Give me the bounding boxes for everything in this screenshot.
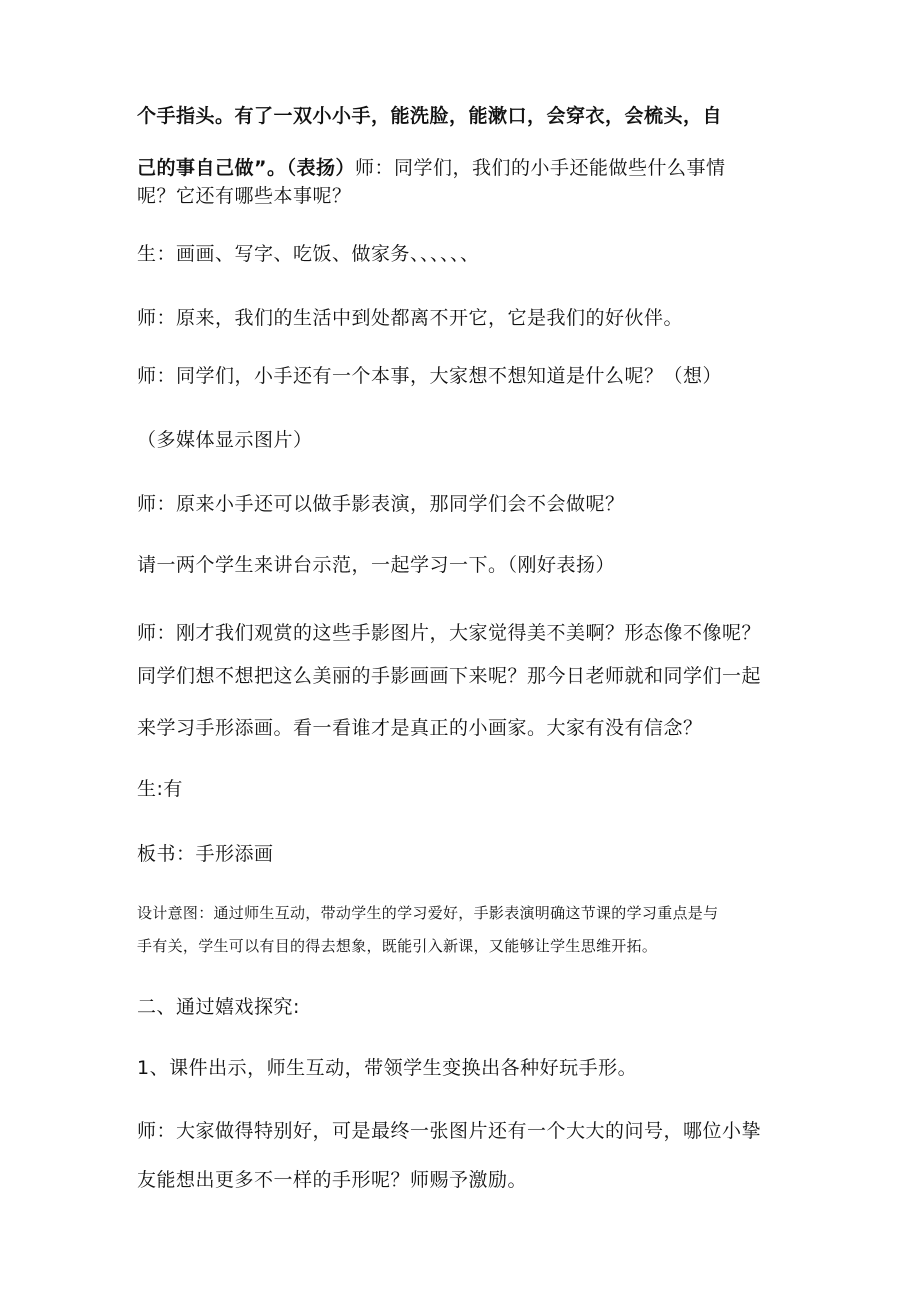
- text-segment: 手有关，学生可以有目的得去想象，既能引入新课，又能够让学生思维开拓。: [137, 937, 658, 955]
- text-line: [137, 553, 615, 577]
- text-segment: 同学们想不想把这么美丽的手影画画下来呢？那今日老师就和同学们一起: [137, 665, 762, 687]
- text-line: [137, 1168, 527, 1192]
- text-line: [137, 242, 480, 266]
- text-segment: 生:有: [137, 778, 183, 800]
- text-segment: 师：刚才我们观赏的这些手影图片，大家觉得美不美啊？形态像不像呢？: [137, 622, 762, 644]
- text-line: [137, 364, 722, 388]
- text-segment: 1、课件出示，师生互动，带领学生变换出各种好玩手形。: [137, 1057, 638, 1079]
- text-segment: 师：大家做得特别好，可是最终一张图片还有一个大大的问号，哪位小挚: [137, 1120, 762, 1142]
- text-line: [137, 156, 726, 180]
- text-line: [137, 1056, 637, 1080]
- text-line: [137, 777, 183, 801]
- text-line: [137, 184, 352, 208]
- text-line: [137, 621, 761, 645]
- text-segment: 友能想出更多不一样的手形呢？师赐予激励。: [137, 1169, 528, 1191]
- text-line: [137, 716, 703, 740]
- text-segment: 师：同学们，小手还有一个本事，大家想不想知道是什么呢？（想）: [137, 365, 723, 387]
- text-line: [137, 995, 300, 1019]
- text-segment: 呢？它还有哪些本事呢？: [137, 185, 352, 207]
- text-segment: 己的事自己做”。（表扬）: [137, 157, 355, 179]
- text-segment: 板书：手形添画: [137, 843, 274, 865]
- text-line: [137, 306, 683, 330]
- text-line: [137, 428, 313, 452]
- text-segment: 个手指头。有了一双小小手，能洗脸，能漱口，会穿衣，会梳头，自: [137, 105, 723, 127]
- text-line: [137, 842, 274, 866]
- text-segment: 师：原来，我们的生活中到处都离不开它，它是我们的好伙伴。: [137, 307, 684, 329]
- text-segment: 二、通过嬉戏探究:: [137, 996, 300, 1018]
- text-segment: 来学习手形添画。看一看谁才是真正的小画家。大家有没有信念？: [137, 717, 703, 739]
- text-segment: 生：画画、写字、吃饭、做家务、、、、、、: [137, 243, 480, 265]
- text-segment: 设计意图：通过师生互动，带动学生的学习爱好，手影表演明确这节课的学习重点是与: [137, 904, 719, 922]
- text-line: [137, 104, 722, 128]
- text-line: [137, 936, 657, 956]
- text-segment: 请一两个学生来讲台示范，一起学习一下。（刚好表扬）: [137, 554, 616, 576]
- text-line: [137, 1119, 761, 1143]
- text-segment: 师：同学们，我们的小手还能做些什么事情: [355, 157, 726, 179]
- text-segment: 师：原来小手还可以做手影表演，那同学们会不会做呢？: [137, 493, 625, 515]
- text-segment: （多媒体显示图片）: [137, 429, 313, 451]
- text-line: [137, 492, 625, 516]
- text-line: [137, 664, 761, 688]
- text-line: [137, 903, 718, 923]
